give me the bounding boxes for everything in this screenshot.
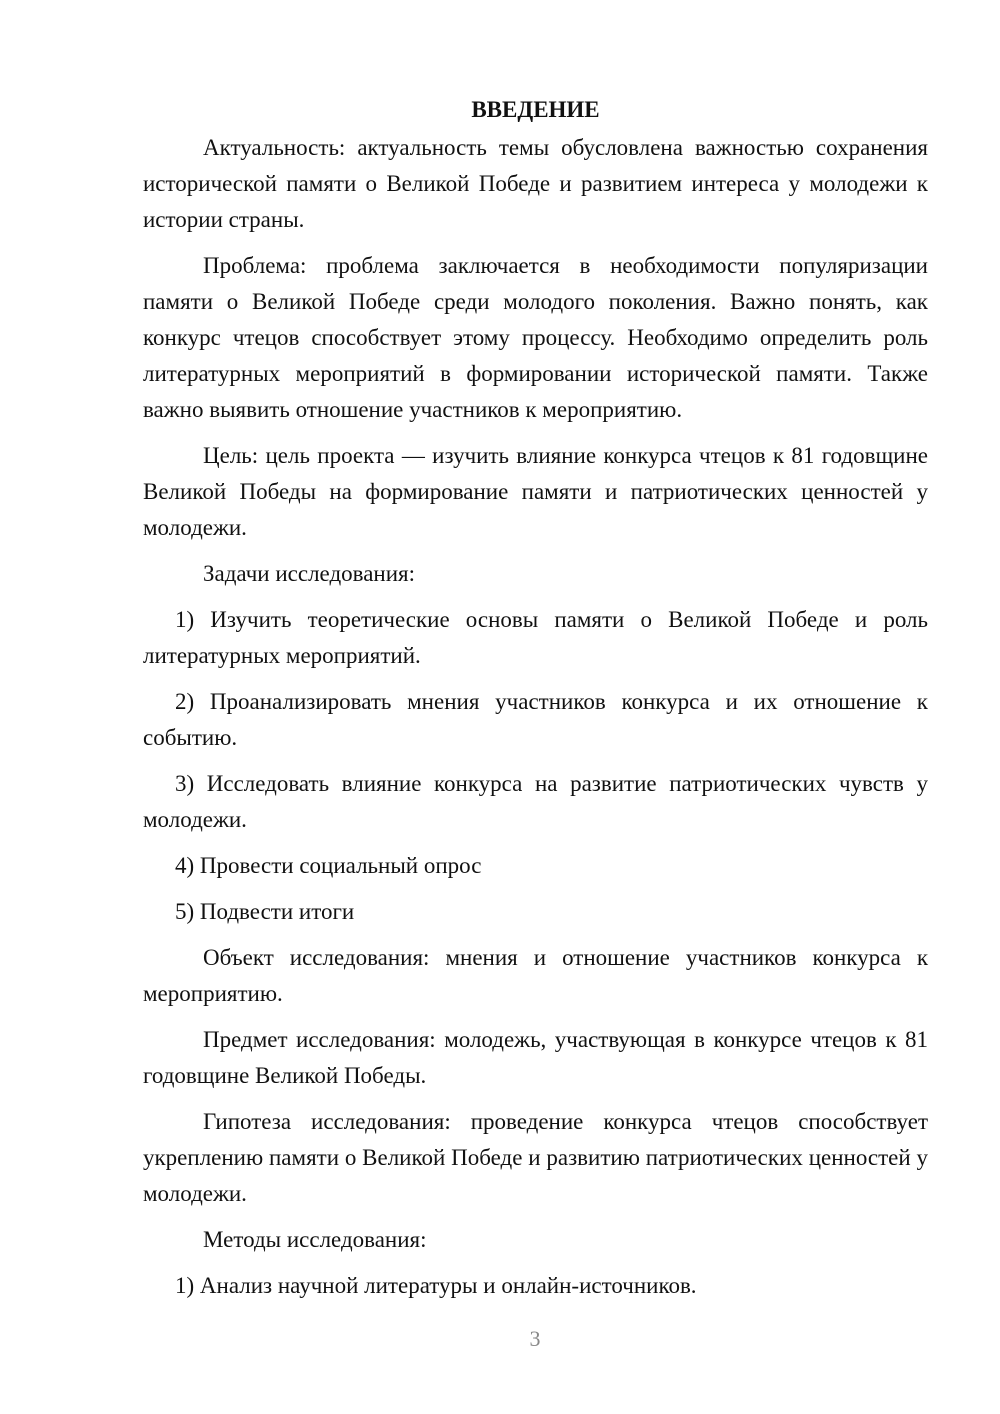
section-title: ВВЕДЕНИЕ — [471, 97, 600, 122]
paragraph-subject: Предмет исследования: молодежь, участвующая в конкурсе чтецов к 81 годовщине Великой Победы. — [143, 1027, 928, 1088]
list-item-task-3: 3) Исследовать влияние конкурса на развитие патриотических чувств у молодежи. — [143, 771, 928, 832]
paragraph-methods-heading: Методы исследования: — [203, 1227, 427, 1252]
list-item-task-1: 1) Изучить теоретические основы памяти о Великой Победе и роль литературных мероприятий. — [143, 607, 928, 668]
list-item-task-4: 4) Провести социальный опрос — [175, 853, 482, 878]
list-item-task-2: 2) Проанализировать мнения участников конкурса и их отношение к событию. — [143, 689, 928, 750]
paragraph-hypothesis: Гипотеза исследования: проведение конкурса чтецов способствует укреплению памяти о Великой Победе и развитию патриотических ценностей у молодежи. — [143, 1109, 928, 1206]
document-page — [143, 92, 928, 1304]
paragraph-object: Объект исследования: мнения и отношение участников конкурса к мероприятию. — [143, 945, 928, 1006]
paragraph-goal: Цель: цель проекта — изучить влияние конкурса чтецов к 81 годовщине Великой Победы на формирование памяти и патриотических ценностей у молодежи. — [143, 443, 928, 540]
page-number: 3 — [529, 1326, 541, 1351]
paragraph-relevance: Актуальность: актуальность темы обусловлена важностью сохранения исторической памяти о Великой Победе и развитием интереса у молодежи к истории страны. — [143, 135, 928, 232]
paragraph-tasks-heading: Задачи исследования: — [203, 561, 416, 586]
list-item-task-5: 5) Подвести итоги — [175, 899, 355, 924]
list-item-method-1: 1) Анализ научной литературы и онлайн-источников. — [175, 1273, 697, 1298]
paragraph-problem: Проблема: проблема заключается в необходимости популяризации памяти о Великой Победе среди молодого поколения. Важно понять, как конкурс чтецов способствует этому процессу. Необходимо определить роль литературных мероприятий в формировании исторической памяти. Также важно выявить отношение участников к мероприятию. — [143, 253, 928, 422]
